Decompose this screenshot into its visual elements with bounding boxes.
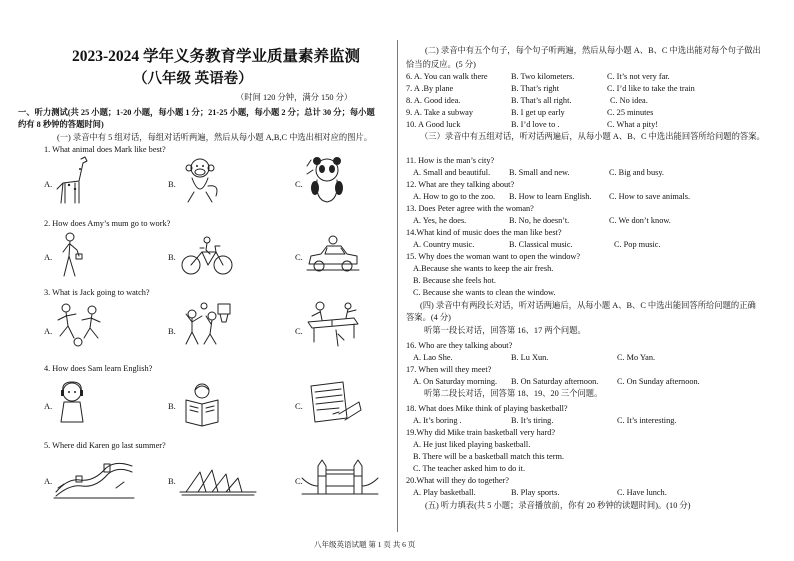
- part4-instruction-2: 答案。(4 分): [406, 313, 451, 322]
- question-13: 13. Does Peter agree with the woman?: [406, 204, 534, 213]
- bicycle-icon: [180, 236, 234, 276]
- question-3: 3. What is Jack going to watch?: [44, 288, 150, 297]
- q17-b: B. On Saturday afternoon.: [511, 377, 599, 386]
- reading-boy-icon: [180, 382, 224, 426]
- q13-c: C. We don’t know.: [609, 216, 671, 225]
- page-footer: 八年级英语试题 第 1 页 共 6 页: [314, 540, 416, 549]
- q11-c: C. Big and busy.: [609, 168, 665, 177]
- q15-c: C. Because she wants to clean the window.: [413, 288, 556, 297]
- q20-a: A. Play basketball.: [413, 488, 476, 497]
- q5-option-c: C.: [295, 476, 303, 486]
- q3-option-a: A.: [44, 326, 53, 336]
- q8-c: C. No idea.: [610, 96, 648, 105]
- part2-instruction-1: (二) 录音中有五个句子，每个句子听两遍，然后从每小题 A、B、C 中选出能对每个句子做出: [425, 46, 761, 55]
- q18-b: B. It’s tiring.: [511, 416, 554, 425]
- q18-a: A. It’s boring .: [413, 416, 462, 425]
- q9-a: 9. A. Take a subway: [406, 108, 474, 117]
- q9-b: B. I get up early: [511, 108, 565, 117]
- question-18: 18. What does Mike think of playing basketball?: [406, 404, 568, 413]
- question-5: 5. Where did Karen go last summer?: [44, 441, 166, 450]
- opera-house-icon: [180, 466, 256, 496]
- q5-option-b: B.: [168, 476, 176, 486]
- q10-c: C. What a pity!: [607, 120, 659, 129]
- dialog2-instruction: 听第二段长对话，回答第 18、19、20 三个问题。: [424, 389, 603, 398]
- q19-a: A. He just liked playing basketball.: [413, 440, 531, 449]
- q16-a: A. Lao She.: [413, 353, 453, 362]
- table-tennis-icon: [304, 300, 362, 348]
- q20-b: B. Play sports.: [511, 488, 560, 497]
- q6-a: 6. A. You can walk there: [406, 72, 488, 81]
- page-subtitle: （八年级 英语卷）: [133, 71, 253, 87]
- basketball-icon: [178, 300, 232, 348]
- q4-option-c: C.: [295, 401, 303, 411]
- q17-a: A. On Saturday morning.: [413, 377, 498, 386]
- q6-c: C. It’s not very far.: [607, 72, 670, 81]
- part4-instruction-1: (四) 录音中有两段长对话，听对话两遍后，从每小题 A、B、C 中选出能回答所给问题的正确: [420, 301, 756, 310]
- question-4: 4. How does Sam learn English?: [44, 364, 153, 373]
- q5-option-a: A.: [44, 476, 53, 486]
- time-score: （时间 120 分钟，满分 150 分）: [236, 93, 353, 102]
- q16-c: C. Mo Yan.: [617, 353, 656, 362]
- q4-option-b: B.: [168, 401, 176, 411]
- q2-option-b: B.: [168, 252, 176, 262]
- column-divider: [397, 40, 398, 532]
- q10-b: B. I’d love to .: [511, 120, 560, 129]
- q12-b: B. How to learn English.: [509, 192, 592, 201]
- monkey-icon: [180, 156, 222, 204]
- q19-c: C. The teacher asked him to do it.: [413, 464, 526, 473]
- question-20: 20.What will they do together?: [406, 476, 509, 485]
- writing-hand-icon: [303, 380, 363, 428]
- q16-b: B. Lu Xun.: [511, 353, 549, 362]
- question-16: 16. Who are they talking about?: [406, 341, 513, 350]
- car-icon: [305, 234, 361, 276]
- q8-a: 8. A. Good idea.: [406, 96, 461, 105]
- question-1: 1. What animal does Mark like best?: [44, 145, 166, 154]
- football-icon: [54, 302, 106, 348]
- page-title: 2023-2024 学年义务教育学业质量素养监测: [72, 48, 361, 65]
- q15-b: B. Because she feels hot.: [413, 276, 496, 285]
- q13-a: A. Yes, he does.: [413, 216, 467, 225]
- section1-heading-1: 一、听力测试(共 25 小题；1-20 小题，每小题 1 分；21-25 小题，每小题 2 分；总计 30 分；每小题: [18, 108, 375, 117]
- q3-option-b: B.: [168, 326, 176, 336]
- part5-instruction: (五) 听力填表(共 5 小题；录音播放前，你有 20 秒钟的读题时间)。(10 分): [425, 501, 691, 510]
- tower-bridge-icon: [300, 456, 380, 498]
- q17-c: C. On Sunday afternoon.: [617, 377, 700, 386]
- q11-b: B. Small and new.: [509, 168, 570, 177]
- q14-b: B. Classical music.: [509, 240, 573, 249]
- q2-option-c: C.: [295, 252, 303, 262]
- q14-c: C. Pop music.: [614, 240, 661, 249]
- part2-instruction-2: 恰当的反应。(5 分): [406, 60, 476, 69]
- q19-b: B. There will be a basketball match this term.: [413, 452, 564, 461]
- q7-c: C. I’d like to take the train: [607, 84, 695, 93]
- question-17: 17. When will they meet?: [406, 365, 492, 374]
- q12-c: C. How to save animals.: [609, 192, 691, 201]
- great-wall-icon: [54, 458, 134, 498]
- part1-instruction: (一) 录音中有 5 组对话，每组对话听两遍，然后从每小题 A,B,C 中选出相对应的图片。: [57, 133, 373, 142]
- panda-icon: [305, 156, 349, 204]
- question-19: 19.Why did Mike train basketball very hard?: [406, 428, 556, 437]
- q13-b: B. No, he doesn’t.: [509, 216, 570, 225]
- section1-heading-2: 约有 8 秒钟的答题时间): [18, 120, 104, 129]
- giraffe-icon: [55, 155, 95, 205]
- question-2: 2. How does Amy’s mum go to work?: [44, 219, 171, 228]
- q12-a: A. How to go to the zoo.: [413, 192, 496, 201]
- q15-a: A.Because she wants to keep the air fresh.: [413, 264, 554, 273]
- question-15: 15. Why does the woman want to open the window?: [406, 252, 581, 261]
- walking-woman-icon: [55, 232, 85, 278]
- q3-option-c: C.: [295, 326, 303, 336]
- listening-girl-icon: [55, 380, 89, 424]
- part3-instruction: （三）录音中有五组对话，听对话两遍后，从每小题 A、B、C 中选出能回答所给问题的答案。: [420, 132, 765, 141]
- q18-c: C. It’s interesting.: [617, 416, 677, 425]
- q7-a: 7. A .By plane: [406, 84, 454, 93]
- q1-option-c: C.: [295, 179, 303, 189]
- q2-option-a: A.: [44, 252, 53, 262]
- dialog1-instruction: 听第一段长对话，回答第 16、17 两个问题。: [424, 326, 586, 335]
- q20-c: C. Have lunch.: [617, 488, 667, 497]
- q1-option-a: A.: [44, 179, 53, 189]
- q7-b: B. That’s right: [511, 84, 560, 93]
- question-12: 12. What are they talking about?: [406, 180, 515, 189]
- question-14: 14.What kind of music does the man like best?: [406, 228, 562, 237]
- q6-b: B. Two kilometers.: [511, 72, 575, 81]
- q11-a: A. Small and beautiful.: [413, 168, 491, 177]
- q14-a: A. Country music.: [413, 240, 475, 249]
- q8-b: B. That’s all right.: [511, 96, 572, 105]
- q10-a: 10. A Good luck: [406, 120, 461, 129]
- q4-option-a: A.: [44, 401, 53, 411]
- q1-option-b: B.: [168, 179, 176, 189]
- q9-c: C. 25 minutes: [607, 108, 654, 117]
- question-11: 11. How is the man’s city?: [406, 156, 495, 165]
